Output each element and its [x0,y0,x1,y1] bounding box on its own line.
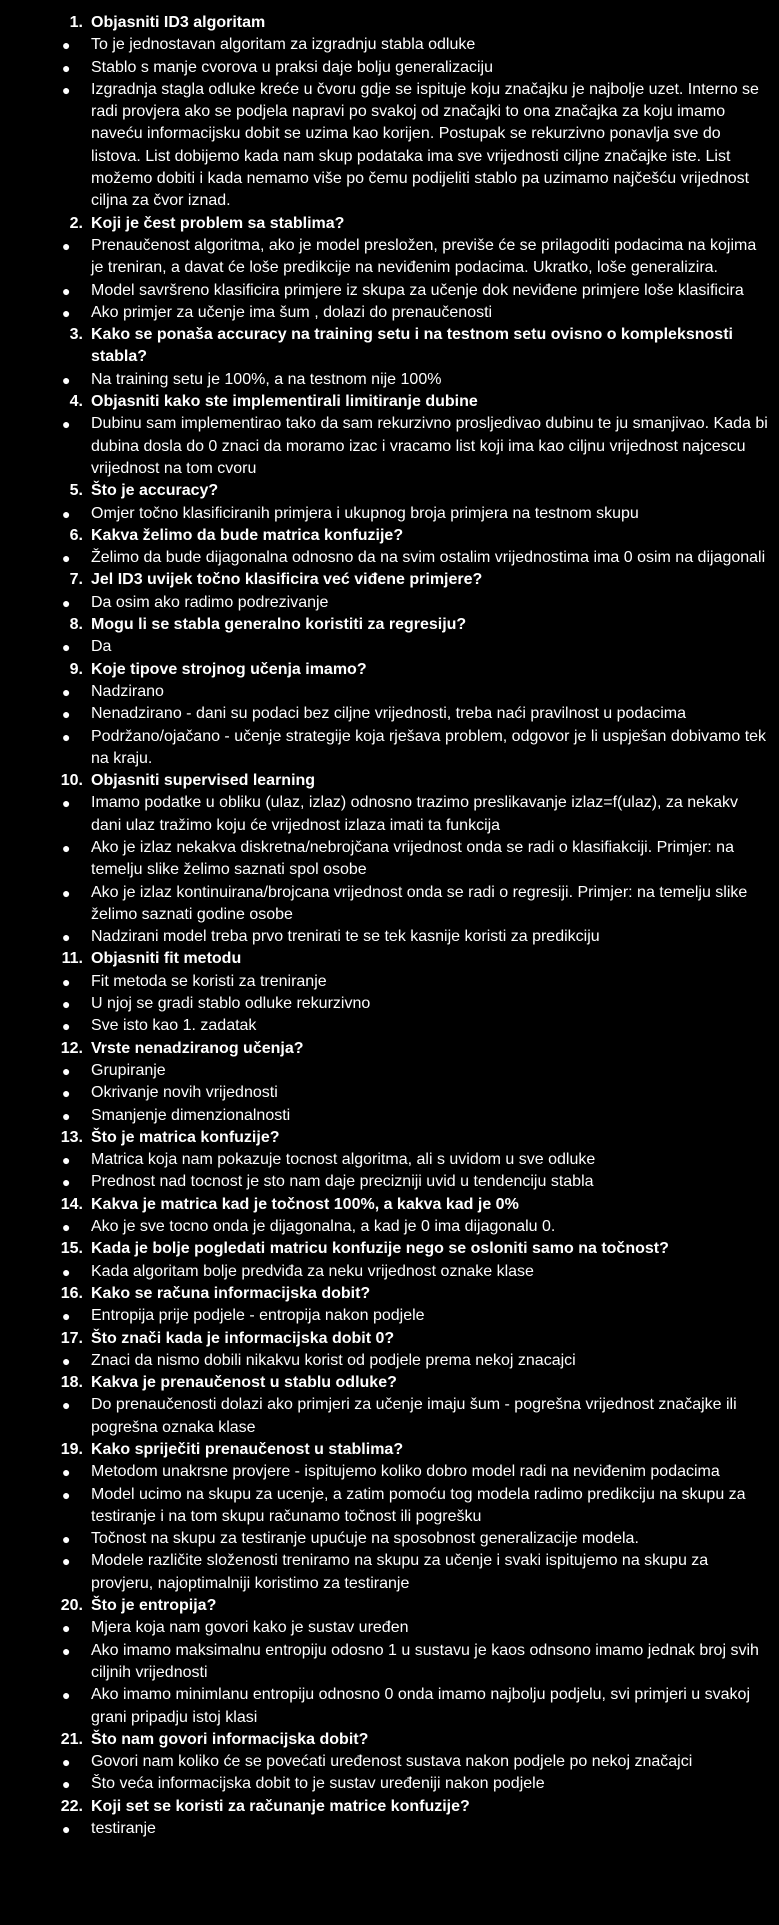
answer-bullet [0,235,779,280]
answer-bullet [0,926,779,948]
question-item [0,1038,779,1060]
answer-bullet [0,681,779,703]
answer-text: Imamo podatke u obliku (ulaz, izlaz) odnosno trazimo preslikavanje izlaz=f(ulaz), za nekakv dani ulaz tražimo koju će vrijednost izlaza imati ta funkcija [91,794,738,834]
bullet-dot-icon: ● [62,550,71,567]
answer-bullet [0,1216,779,1238]
question-text: Objasniti fit metodu [91,950,242,968]
answer-text: Nadzirani model treba prvo trenirati te se tek kasnije koristi za predikciju [91,928,600,946]
question-item [0,1328,779,1350]
answer-text: Model ucimo na skupu za ucenje, a zatim pomoću tog modela radimo predikciju na skupu za testiranje i na tom skupu računamo točnost ili pogrešku [91,1485,746,1525]
question-item [0,1194,779,1216]
question-text: Mogu li se stabla generalno koristiti za regresiju? [91,616,467,634]
bullet-dot-icon: ● [62,1263,71,1280]
answer-bullet [0,1060,779,1082]
answer-text: Fit metoda se koristi za treniranje [91,972,327,990]
answer-bullet [0,971,779,993]
question-text: Kako spriječiti prenaučenost u stablima? [91,1441,404,1458]
answer-bullet [0,1461,779,1483]
answer-text: Entropija prije podjele - entropija nakon podjele [91,1307,425,1325]
bullet-dot-icon: ● [62,1620,71,1637]
question-item [0,1372,779,1394]
answer-text: Točnost na skupu za testiranje upućuje na sposobnost generalizacije modela. [91,1530,639,1548]
question-number: 7. [69,571,83,589]
answer-text: Sve isto kao 1. zadatak [91,1017,257,1035]
answer-bullet [0,1394,779,1439]
question-number: 19. [60,1441,83,1458]
answer-bullet [0,34,779,56]
answer-text: Grupiranje [91,1061,166,1079]
answer-text: Govori nam koliko će se povećati uređenost sustava nakon podjele po nekoj značajci [91,1753,693,1771]
bullet-dot-icon: ● [62,1776,71,1793]
bullet-dot-icon: ● [62,884,71,901]
answer-bullet [0,993,779,1015]
question-item [0,1238,779,1260]
bullet-dot-icon: ● [62,996,71,1013]
bullet-dot-icon: ● [62,282,71,299]
question-text: Kako se računa informacijska dobit? [91,1284,371,1302]
answer-text: To je jednostavan algoritam za izgradnju stabla odluke [91,36,476,54]
answer-text: Da [91,638,112,656]
answer-text: Kada algoritam bolje predviđa za neku vrijednost oznake klase [91,1262,534,1280]
bullet-dot-icon: ● [62,304,71,321]
question-number: 13. [60,1128,83,1146]
question-item [0,569,779,591]
answer-bullet [0,1305,779,1327]
answer-bullet [0,1751,779,1773]
answer-bullet [0,503,779,525]
question-number: 17. [60,1329,83,1347]
question-item [0,948,779,970]
answer-bullet [0,369,779,391]
answer-bullet [0,280,779,302]
answer-bullet [0,1684,779,1729]
question-number: 6. [69,526,83,544]
answer-bullet [0,636,779,658]
question-item [0,12,779,34]
bullet-dot-icon: ● [62,1219,71,1236]
question-item [0,659,779,681]
bullet-dot-icon: ● [62,1553,71,1570]
bullet-dot-icon: ● [62,371,71,388]
question-text: Vrste nenadziranog učenja? [91,1039,304,1057]
question-number: 10. [60,772,83,790]
answer-bullet [0,413,779,480]
question-text: Kakva je prenaučenost u stablu odluke? [91,1374,397,1392]
question-number: 11. [61,950,83,968]
answer-text: Želimo da bude dijagonalna odnosno da na svim ostalim vrijednostima ima 0 osim na dijagonali [91,549,766,567]
question-text: Koji set se koristi za računanje matrice konfuzije? [91,1797,470,1815]
bullet-dot-icon: ● [62,1018,71,1035]
answer-bullet [0,1082,779,1104]
bullet-dot-icon: ● [62,1152,71,1169]
answer-bullet [0,1105,779,1127]
question-item [0,770,779,792]
question-number: 18. [60,1374,83,1392]
question-text: Koje tipove strojnog učenja imamo? [91,660,367,678]
bullet-dot-icon: ● [62,683,71,700]
answer-text: Znaci da nismo dobili nikakvu korist od podjele prema nekoj znacajci [91,1351,576,1369]
question-text: Jel ID3 uvijek točno klasificira već viđene primjere? [91,571,483,589]
question-text: Objasniti kako ste implementirali limitiranje dubine [91,393,478,411]
question-item [0,1127,779,1149]
bullet-dot-icon: ● [62,1352,71,1369]
question-item [0,480,779,502]
question-item [0,1796,779,1818]
answer-bullet [0,79,779,213]
answer-text: Ako je sve tocno onda je dijagonalna, a kad je 0 ima dijagonalu 0. [91,1218,556,1236]
bullet-dot-icon: ● [62,973,71,990]
answer-text: Ako je izlaz nekakva diskretna/nebrojčana vrijednost onda se radi o klasifiakciji. Primjer: na temelju slike želimo saznati spol osobe [91,838,734,879]
question-number: 15. [60,1240,83,1258]
answer-bullet [0,1528,779,1550]
answer-bullet [0,57,779,79]
bullet-dot-icon: ● [62,1397,71,1414]
bullet-dot-icon: ● [62,795,71,812]
answer-bullet [0,726,779,771]
answer-text: Nadzirano [91,682,164,700]
bullet-dot-icon: ● [62,1754,71,1771]
question-text: Kakva je matrica kad je točnost 100%, a kakva kad je 0% [91,1195,519,1213]
question-number: 1. [69,14,83,31]
question-item [0,1729,779,1751]
bullet-dot-icon: ● [62,1821,71,1838]
question-number: 21. [60,1730,83,1748]
question-item [0,391,779,413]
question-number: 4. [69,393,83,411]
bullet-dot-icon: ● [62,728,71,745]
answer-bullet [0,1818,779,1840]
bullet-dot-icon: ● [62,37,71,54]
bullet-dot-icon: ● [62,706,71,723]
answer-text: Izgradnja stagla odluke kreće u čvoru gdje se ispituje koju značajku je najbolje uzet. Interno se radi provjera ako se podjela napravi po svakoj od značajki to ona značajka za koju imamo naveću informacijsku dobit se uzima kao korijen. Postupak se rekurzivno ponavlja sve do listova. List dobijemo kada nam skup podataka ima sve vrijednosti ciljne značajke iste. List možemo dobiti i kada nemamo više po čemu podijeliti stablo pa uzimamo najčešću vrijednost ciljna za čvor iznad. [91,80,759,210]
question-text: Objasniti supervised learning [91,772,316,790]
bullet-dot-icon: ● [62,594,71,611]
answer-text: Okrivanje novih vrijednosti [91,1084,278,1102]
question-text: Objasniti ID3 algoritam [91,14,266,31]
question-text: Što je entropija? [91,1597,217,1615]
question-text: Kakva želimo da bude matrica konfuzije? [91,526,404,544]
bullet-dot-icon: ● [62,416,71,433]
bullet-dot-icon: ● [62,1107,71,1124]
question-number: 16. [60,1284,83,1302]
question-number: 9. [69,660,83,678]
question-text: Kada je bolje pogledati matricu konfuzije nego se osloniti samo na točnost? [91,1240,669,1258]
answer-text: Prenaučenost algoritma, ako je model presložen, previše će se prilagoditi podacima na kojima je treniran, a davat će loše predikcije na neviđenim podacima. Ukratko, loše generalizira. [91,236,757,277]
answer-bullet [0,1617,779,1639]
answer-text: Dubinu sam implementirao tako da sam rekurzivno prosljedivao dubinu te ju smanjivao. Kada bi dubina dosla do 0 znaci da moramo izac i vracamo list koji ima kao ciljnu vrijednost najcescu vrijednost na tom cvoru [91,415,768,477]
question-number: 5. [69,482,83,500]
answer-bullet [0,547,779,569]
bullet-dot-icon: ● [62,1464,71,1481]
question-number: 22. [60,1797,83,1815]
answer-text: Matrica koja nam pokazuje tocnost algoritma, ali s uvidom u sve odluke [91,1151,596,1169]
answer-bullet [0,1350,779,1372]
answer-text: Omjer točno klasificiranih primjera i ukupnog broja primjera na testnom skupu [91,504,639,522]
bullet-dot-icon: ● [62,1687,71,1704]
question-text: Što je accuracy? [91,482,219,500]
answer-bullet [0,882,779,927]
answer-text: Modele različite složenosti treniramo na skupu za učenje i svaki ispitujemo na skupu za provjeru, najoptimalniji koristimo za testiranje [91,1552,709,1592]
question-item [0,1595,779,1617]
question-number: 12. [60,1039,83,1057]
bullet-dot-icon: ● [62,1085,71,1102]
question-number: 2. [69,214,83,232]
answer-text: Podržano/ojačano - učenje strategije koja rješava problem, odgovor je li uspješan dobivamo tek na kraju. [91,727,767,767]
answer-bullet [0,1171,779,1193]
answer-bullet [0,1261,779,1283]
answer-bullet [0,1149,779,1171]
answer-text: Što veća informacijska dobit to je sustav uređeniji nakon podjele [91,1775,545,1793]
answer-bullet [0,703,779,725]
answer-text: Da osim ako radimo podrezivanje [91,593,329,611]
question-number: 14. [60,1195,83,1213]
answer-text: Nenadzirano - dani su podaci bez ciljne vrijednosti, treba naći pravilnost u podacima [91,705,686,723]
question-item [0,614,779,636]
question-text: Što nam govori informacijska dobit? [91,1730,369,1748]
answer-text: Metodom unakrsne provjere - ispitujemo koliko dobro model radi na neviđenim podacima [91,1463,720,1481]
bullet-dot-icon: ● [62,639,71,656]
answer-bullet [0,1550,779,1595]
question-text: Što znači kada je informacijska dobit 0? [91,1329,395,1347]
answer-text: Stablo s manje cvorova u praksi daje bolju generalizaciju [91,58,493,76]
answer-text: Mjera koja nam govori kako je sustav uređen [91,1619,409,1637]
answer-text: Prednost nad tocnost je sto nam daje precizniji uvid u tendenciju stabla [91,1173,594,1191]
answer-text: Ako je izlaz kontinuirana/brojcana vrijednost onda se radi o regresiji. Primjer: na temelju slike želimo saznati godine osobe [91,883,748,923]
answer-bullet [0,1015,779,1037]
question-item [0,525,779,547]
bullet-dot-icon: ● [62,1174,71,1191]
bullet-dot-icon: ● [62,1642,71,1659]
bullet-dot-icon: ● [62,81,71,98]
answer-text: Ako imamo maksimalnu entropiju odosno 1 u sustavu je kaos odnsono imamo jednak broj svih ciljnih vrijednosti [91,1641,759,1681]
answer-text: Model savršreno klasificira primjere iz skupa za učenje dok neviđene primjere loše klasificira [91,281,744,299]
answer-bullet [0,302,779,324]
answer-bullet [0,1640,779,1685]
question-number: 3. [69,326,83,344]
bullet-dot-icon: ● [62,1531,71,1548]
answer-text: Na training setu je 100%, a na testnom nije 100% [91,370,442,388]
question-number: 8. [69,616,83,634]
question-text: Koji je čest problem sa stablima? [91,214,345,232]
question-text: Što je matrica konfuzije? [91,1128,280,1146]
answer-bullet [0,837,779,882]
answer-text: Ako imamo minimlanu entropiju odnosno 0 onda imamo najbolju podjelu, svi primjeri u svakoj grani pripadju istoj klasi [91,1686,750,1726]
question-item [0,213,779,235]
answer-text: testiranje [91,1820,156,1838]
bullet-dot-icon: ● [62,505,71,522]
question-item [0,1283,779,1305]
bullet-dot-icon: ● [62,1486,71,1503]
answer-bullet [0,1773,779,1795]
answer-text: Smanjenje dimenzionalnosti [91,1106,291,1124]
bullet-dot-icon: ● [62,237,71,254]
bullet-dot-icon: ● [62,839,71,856]
bullet-dot-icon: ● [62,1308,71,1325]
answer-text: Do prenaučenosti dolazi ako primjeri za učenje imaju šum - pogrešna vrijednost značajke ili pogrešna oznaka klase [91,1396,737,1436]
answer-bullet [0,592,779,614]
bullet-dot-icon: ● [62,1062,71,1079]
answer-bullet [0,1484,779,1529]
answer-bullet [0,792,779,837]
question-item [0,324,779,369]
answer-text: U njoj se gradi stablo odluke rekurzivno [91,995,371,1013]
question-number: 20. [60,1597,83,1615]
answer-text: Ako primjer za učenje ima šum , dolazi do prenaučenosti [91,303,493,321]
bullet-dot-icon: ● [62,929,71,946]
question-item [0,1439,779,1461]
question-text: Kako se ponaša accuracy na training setu i na testnom setu ovisno o kompleksnosti stabla? [91,326,733,366]
bullet-dot-icon: ● [62,59,71,76]
